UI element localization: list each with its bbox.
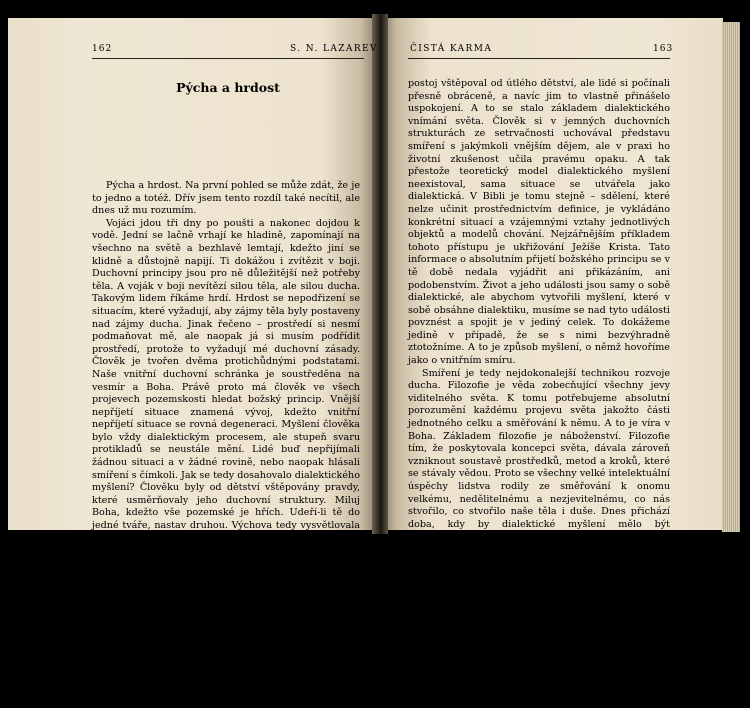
left-running-head: S. N. LAZAREV [290, 44, 378, 54]
left-page-number: 162 [92, 44, 113, 54]
left-header-rule [92, 58, 364, 59]
right-header-rule [408, 58, 670, 59]
book-spine [372, 14, 388, 534]
page-edges [722, 22, 740, 532]
left-page-text [92, 180, 360, 621]
paragraph: Vojáci jdou tři dny po poušti a nakonec dojdou k vodě. Jední se lačně vrhají ke hladině, zapomínají na všechno na světě a bezhlavě lemtají, kdežto jiní se klidně a důstojně napijí. Ti dokážou i zvítězit v boji. Duchovní principy jsou pro ně důležitější než potřeby těla. A voják v boji nevítězí silou těla, ale silou ducha. Takovým lidem říkáme hrdí. Hrdost se nepodřizení se situacím, které vyžadují, aby zájmy těla byly postaveny nad zájmy ducha. Jinak řečeno – prostředí si nesmí podmaňovat mě, ale naopak já si musím podřídit prostředí, protože to vyžadují mé duchovní zásady. Člověk je tvořen dvěma protichůdnými podstatami. Naše vnitřní duchovní schránka je soustředěna na vesmír a Boha. Právě proto má člověk ve všech projevech pozemskosti hledat božský princip. Vnější nepříjetí situace znamená vývoj, kdežto vnitřní nepříjetí situace se rovná degeneraci. Myšlení člověka bylo vždy dialektickým procesem, ale stupeň svaru protikladů se neustále mění. Lidé buď nepřijímali žádnou situaci a v žádné rovině, nebo naopak hlásali smíření s čímkoli. Jak se tedy dosahovalo dialektického myšlení? Člověku byly od dětství vštěpovány pravdy, které usměrňovaly jeho duchovní struktury. Miluj Boha, kdežto vše pozemské je hřích. Udeří-li tě do jedné tváře, nastav druhou. Výchova tedy vysvětlovala každou situaci jako danou Bohem. Jak ale člověk dorůstal, stále jasněji chápal, že při tomto základním životním postoji se nedá něčeho dosáhnout a něco vytvořit, a rozhodl se nepřistupovat na věci tak, jak přicházejí, ale vzdorovat jim. Vznikla tak velmi zvláštní situace. Náboženství vedlo k pokoře i poslušnosti a každému se tento [92, 217, 360, 620]
paragraph: Smíření je tedy nejdokonalejší technikou rozvoje ducha. Filozofie je věda zobecňující všechny jevy viditelného světa. K tomu potřebujeme absolutní porozumění každému projevu světa jakožto části jednotného celku a směřování k němu. A to je víra v Boha. Základem filozofie je náboženství. Filozofie tím, že poskytovala koncepci světa, dávala zároveň vzniknout soustavě prostředků, metod a kroků, které se stávaly vědou. Proto se všechny velké intelektuální úspěchy lidstva rodily ze směřování k onomu velkému, nedělitelnému a nezjevitelnému, co nás stvořilo, co stvořilo naše těla i duše. Dnes přichází doba, kdy by dialektické myšlení mělo být korunováno dialektickým myšlením, zdroj dalšího vývoje by se měl přestěhovat do našeho nitra. Když mě život podněcuje k rozvoji, je to dialektická situace. Když však já sám něco pochopím a jdu diky tomu dál, je to výraz dialektického myšlení. [408, 367, 670, 593]
right-running-head: ČISTÁ KARMA [410, 44, 493, 54]
right-page-text [408, 78, 670, 708]
paragraph: Náboženství člověku již od dětství dávalo pocit kontaktu s Bohem skrze pokoru. Hlavní autoritou tu byla víra v nepřekročitelnost duchovních postulátů. Víra se obrací přímo k lidské duši a vědomí pomíjí. Jenže pravé vědomí v posledních několika staletích natolik vyspělo, že dnes je výchova mladého člověka bez orientace na vědomí jednoduše nemožná. To znamená, že přiměřitě za pomoci víry k pokoře je nemyslitelné. Z toho plyne, že [408, 594, 670, 707]
chapter-title: Pýcha a hrdost [176, 80, 280, 95]
paragraph: Pýcha a hrdost. Na první pohled se může zdát, že je to jedno a totéž. Dřív jsem tento rozdíl také necítil, ale dnes už mu rozumím. [92, 180, 360, 217]
paragraph: postoj vštěpoval od útlého dětství, ale lidé si počínali přesně obráceně, a navíc jim to vlastně přinášelo uspokojení. A to se stalo základem dialektického vnímání světa. Člověk si v jemných duchovních strukturách ze setrvačnosti uchovával představu smíření s jakýmkoli vnějším dějem, ale v praxi ho životní zkušenost učila pravému opaku. A tak přestože teoretický model dialektického myšlení neexistoval, sama situace se utvářela jako dialektická. V Bibli je tomu stejně – sdělení, které nelze učinit prostřednictvím definice, je vykládáno konkrétní situací a vzájemnými vztahy jednotlivých objektů a modelů chování. Nejzářnějším příkladem tohoto přístupu je ukřižování Ježíše Krista. Tato informace o absolutním přijetí božského principu se v tě době nedala vyjádřit ani přikázáním, ani podobenstvím. Život a jeho události jsou samy o sobě dialektické, ale abychom vytvořili myšlení, které v sobě obsáhne dialektiku, musíme se nad tyto události povznést a spojit je v jediný celek. To dokážeme jedině v případě, že se s nimi bezvýhradně ztotožníme. A to je způsob myšlení, o němž hovoříme jako o vnitřním smíru. [408, 78, 670, 367]
right-page-number: 163 [653, 44, 674, 54]
